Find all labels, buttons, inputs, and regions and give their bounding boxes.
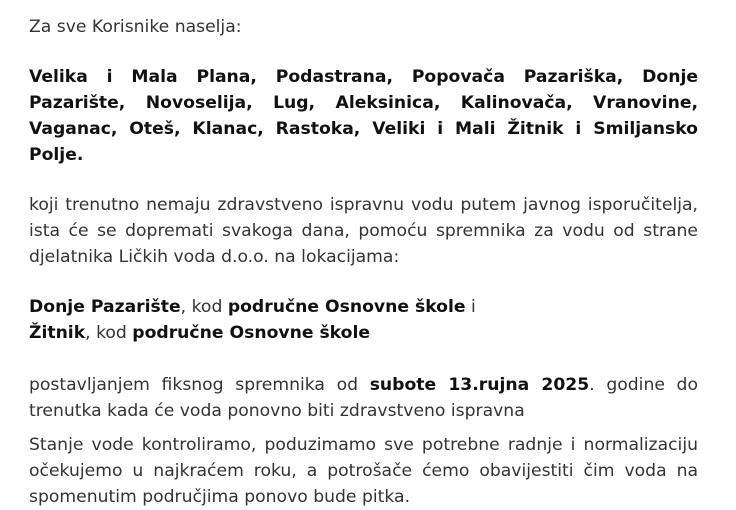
location-site: područne Osnovne škole [132,323,371,343]
location-item [29,294,698,320]
tank-schedule-text [29,372,698,424]
schedule-before: postavljanjem fiksnog spremnika od [29,375,370,395]
schedule-date: subote 13.rujna 2025 [369,375,590,395]
locations-list [29,294,698,346]
location-place: Žitnik [29,323,86,343]
location-connector: , kod [180,297,228,317]
location-connector: , kod [85,323,133,343]
location-item [29,320,698,346]
location-place: Donje Pazarište [29,297,181,317]
schedule-after: . godine do trenutka kada će voda ponovno biti zdravstveno ispravna [29,375,698,421]
location-suffix: i [465,297,476,317]
location-site: područne Osnovne škole [227,297,466,317]
intro-text: Za sve Korisnike naselja: [29,17,242,37]
supply-description: koji trenutno nemaju zdravstveno ispravnu vodu putem javnog isporučitelja, ista će se dopremati svakoga dana, pomoću spremnika za vodu od strane djelatnika Ličkih voda d.o.o. na lokacijama: [29,195,698,267]
status-text: Stanje vode kontroliramo, poduzimamo sve potrebne radnje i normalizaciju očekujemo u najkraćem roku, a potrošače ćemo obavijestiti čim voda na spomenutim područjima ponovo bude pitka. [29,435,698,507]
settlements-list: Velika i Mala Plana, Podastrana, Popovača Pazariška, Donje Pazarište, Novoselija, Lug, Aleksinica, Kalinovača, Vranovine, Vaganac, Oteš, Klanac, Rastoka, Veliki i Mali Žitnik i Smiljansko Polje. [29,67,698,165]
